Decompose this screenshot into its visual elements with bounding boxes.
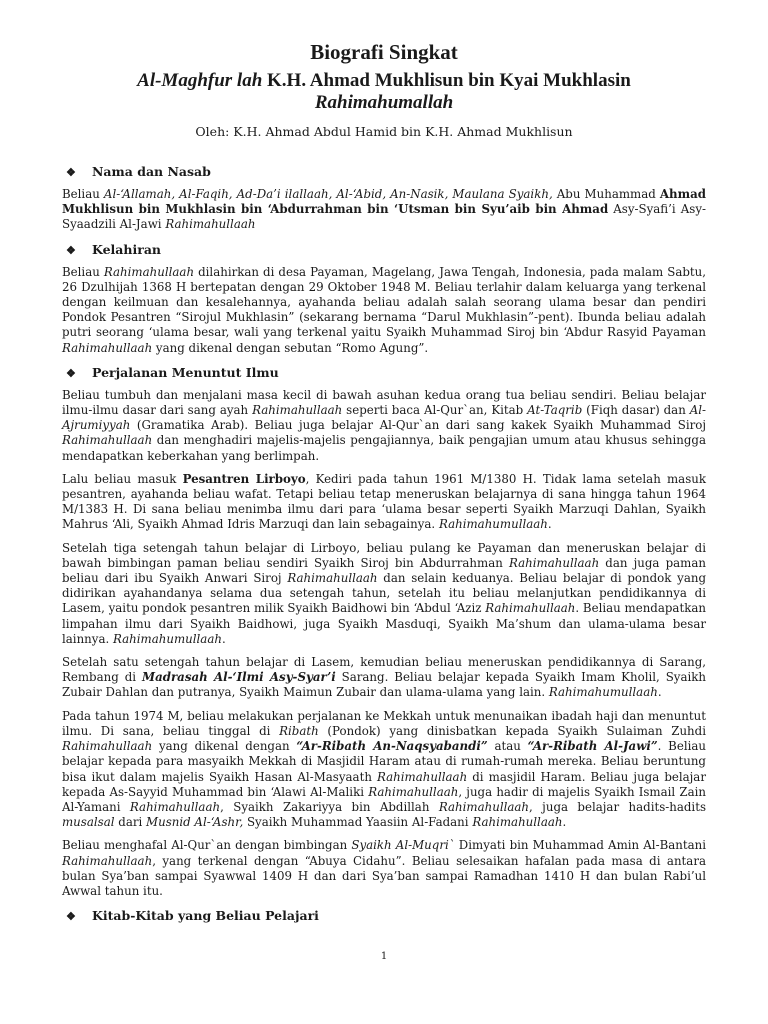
text-run: dari [114, 815, 147, 830]
text-run-italic: Rahimahullaah [438, 799, 530, 814]
text-run-italic: Al-‘Allamah, Al-Faqih, Ad-Da’i ilallaah, Al-‘Abid, An-Nasik, Maulana Syaikh, [103, 187, 553, 201]
paragraph-nama [62, 187, 706, 233]
text-run-italic: Rahimahullaah [62, 739, 153, 754]
text-run: Beliau menghafal Al-Qur`an dengan bimbingan [62, 838, 352, 853]
diamond-bullet-icon: ❖ [66, 243, 76, 257]
text-run-bold: Pesantren Lirboyo [182, 471, 306, 486]
text-run-italic: Al-Ajrumiyyah [62, 403, 706, 433]
text-run-italic: Rahimahullaah [62, 853, 153, 868]
heading-label: Nama dan Nasab [92, 164, 211, 179]
text-run: . [562, 815, 567, 830]
text-run: . Beliau belajar kepada para masyaikh Mekkah di Masjidil Haram atau di rumah-rumah mereka. Beliau beruntung bisa ikut dalam majelis Syaikh Hasan Al-Masyaath [62, 739, 707, 784]
text-run: . [547, 517, 552, 532]
text-run-bold-italic: Madrasah Al-‘Ilmi Asy-Syar’i [142, 670, 336, 685]
paragraph-kelahiran [62, 265, 706, 356]
text-run: . Beliau mendapatkan limpahan ilmu dari Syaikh Baidhowi, juga Syaikh Masduqi, Syaikh Ma’shum dan ulama-ulama besar lainnya. [62, 601, 706, 646]
paragraph-perjalanan-6 [62, 838, 706, 899]
heading-label: Perjalanan Menuntut Ilmu [92, 364, 279, 380]
text-run: yang dikenal dengan [152, 739, 297, 754]
subtitle-italic-prefix: Al-Maghfur lah [137, 70, 263, 91]
text-run: , Syaikh Zakariyya bin Abdillah [220, 799, 439, 814]
text-run-italic: Rahimahullaah [103, 264, 195, 279]
text-run: Setelah satu setengah tahun belajar di Lasem, kemudian beliau meneruskan pendidikannya di Sarang, Rembang di [62, 655, 706, 685]
text-run: Beliau [62, 187, 104, 201]
document-title: Biografi Singkat [310, 40, 458, 64]
text-run: Asy-Syafi’i Asy-Syaadzili Al-Jawi [62, 202, 706, 232]
text-run-italic: Rahimahullaah [508, 555, 600, 570]
text-run-italic: Rahimahullaah [129, 799, 221, 814]
text-run-italic: Rahimahullaah [472, 815, 563, 830]
text-run: dan juga paman beliau dari ibu Syaikh Anwari Siroj [62, 555, 706, 586]
text-run: Sarang. Beliau belajar kepada Syaikh Imam Kholil, Syaikh Zubair Dahlan dan putranya, Syaikh Maimun Zubair dan ulama-ulama yang lain. [62, 670, 707, 700]
document-subtitle [62, 70, 706, 114]
text-run: (Fiqh dasar) dan [582, 403, 690, 418]
subtitle-name: K.H. Ahmad Mukhlisun bin Kyai Mukhlasin [262, 70, 631, 91]
text-run: yang dikenal dengan sebutan “Romo Agung”. [152, 340, 429, 355]
text-run: (Pondok) yang dinisbatkan kepada Syaikh Sulaiman Zuhdi [318, 723, 706, 738]
text-run: . [221, 631, 226, 646]
text-run-italic: Rahimahullaah [368, 784, 459, 799]
text-run: (Gramatika Arab). Beliau juga belajar Al-Qur`an dari sang kakek Syaikh Muhammad Siroj [130, 418, 706, 433]
text-run-italic: Rahimahullaah [377, 769, 468, 784]
section-heading-perjalanan [62, 364, 706, 382]
text-run: atau [487, 739, 528, 754]
text-run: Beliau tumbuh dan menjalani masa kecil di bawah asuhan kedua orang tua beliau sendiri. Beliau belajar ilmu-ilmu dasar dari sang ayah [62, 387, 706, 418]
text-run: dan selain keduanya. Beliau belajar di pondok yang didirikan ayahandanya selama dua setengah tahun, setelah itu beliau melanjutkan pendidikannya di Lasem, yaitu pondok pesantren milik Syaikh Baidhowi bin ‘Abdul ‘Aziz [62, 571, 706, 616]
page-number: 1 [380, 951, 388, 962]
text-run: Setelah tiga setengah tahun belajar di Lirboyo, beliau pulang ke Payaman dan meneruskan belajar di bawah bimbingan paman beliau sendiri Syaikh Siroj bin Abdurrahman [62, 540, 706, 570]
text-run-italic: Syaikh Al-Muqri` [351, 838, 455, 853]
section-heading-kitab [62, 907, 706, 925]
diamond-bullet-icon: ❖ [66, 910, 76, 924]
paragraph-perjalanan-3 [62, 541, 706, 647]
text-run-bold: Ahmad Mukhlisun bin Mukhlasin bin ‘Abdurrahman bin ‘Utsman bin Syu’aib bin Ahmad [62, 187, 707, 217]
text-run-italic: musalsal [62, 815, 115, 830]
text-run-italic: Rahimahullaah [165, 217, 256, 232]
subtitle-line2: Rahimahumallah [314, 92, 454, 113]
paragraph-perjalanan-4 [62, 655, 706, 701]
text-run: , Kediri pada tahun 1961 M/1380 H. Tidak lama setelah masuk pesantren, ayahanda beliau wafat. Tetapi beliau tetap meneruskan belajarnya di sana hingga tahun 1964 M/1383 H. Di sana beliau menimba ilmu dari para ‘ulama besar seperti Syaikh Marzuqi Dahlan, Syaikh Mahrus ‘Ali, Syaikh Ahmad Idris Marzuqi dan lain sebagainya. [62, 471, 707, 532]
text-run: dan menghadiri majelis-majelis pengajiannya, baik pengajian umum atau khusus sehingga mendapatkan keberkahan yang berlimpah. [62, 433, 706, 463]
text-run: Syaikh Muhammad Yaasiin Al-Fadani [243, 815, 473, 830]
text-run: Dimyati bin Muhammad Amin Al-Bantani [454, 838, 707, 853]
text-run: dilahirkan di desa Payaman, Magelang, Jawa Tengah, Indonesia, pada malam Sabtu, 26 Dzulhijah 1368 H bertepatan dengan 29 Oktober 1948 M. Beliau terlahir dalam keluarga yang terkenal dengan keilmuan dan kesalehannya, ayahanda beliau adalah salah seorang ulama besar dan pendiri Pondok Pesantren “Sirojul Mukhlasin” (sekarang bernama “Darul Mukhlasin”-pent). Ibunda beliau adalah putri seorang ‘ulama besar, wali yang terkenal yaitu Syaikh Muhammad Siroj bin ‘Abdur Rasyid Payaman [62, 264, 707, 340]
text-run-italic: Rahimahumullaah [438, 517, 548, 532]
text-run-italic: Rahimahullaah [62, 433, 153, 448]
text-run: seperti baca Al-Qur`an, Kitab [342, 403, 528, 418]
text-run: , yang terkenal dengan “Abuya Cidahu”. Beliau selesaikan hafalan pada masa di antara bulan Sya’ban sampai Syawwal 1409 H dan dari Sya’ban sampai Ramadhan 1410 H dan bulan Rabi’ul Awwal tahun itu. [62, 853, 706, 898]
text-run: , juga hadir di majelis Syaikh Ismail Zain Al-Yamani [62, 784, 706, 814]
text-run-italic: Rahimahullaah [62, 340, 153, 355]
section-heading-kelahiran [62, 241, 706, 259]
text-run: di masjidil Haram. Beliau juga belajar kepada As-Sayyid Muhammad bin ‘Alawi Al-Maliki [62, 769, 706, 799]
paragraph-perjalanan-2 [62, 472, 706, 533]
paragraph-perjalanan-1 [62, 388, 706, 464]
diamond-bullet-icon: ❖ [66, 166, 76, 179]
text-run-italic: Rahimahullaah [287, 571, 378, 586]
author-line: Oleh: K.H. Ahmad Abdul Hamid bin K.H. Ahmad Mukhlisun [195, 124, 573, 139]
text-run: , juga belajar hadits-hadits [529, 799, 706, 814]
text-run: Beliau [62, 264, 104, 279]
text-run: Lalu beliau masuk [62, 471, 183, 486]
heading-label: Kelahiran [92, 241, 162, 257]
paragraph-perjalanan-5 [62, 709, 706, 831]
text-run-italic: At-Taqrib [527, 403, 583, 418]
text-run-italic: Rahimahumullaah [548, 685, 658, 700]
heading-label: Kitab-Kitab yang Beliau Pelajari [92, 908, 319, 924]
text-run-italic: Rahimahullaah [252, 403, 343, 418]
text-run: Pada tahun 1974 M, beliau melakukan perjalanan ke Mekkah untuk menunaikan ibadah haji dan menuntut ilmu. Di sana, beliau tinggal di [62, 708, 706, 738]
text-run-italic: Rahimahullaah [485, 601, 576, 616]
text-run-bold-italic: “Ar-Ribath Al-Jawi” [527, 739, 658, 754]
section-heading-nama [62, 163, 706, 181]
text-run-italic: Musnid Al-‘Ashr, [146, 815, 244, 830]
text-run-bold-italic: “Ar-Ribath An-Naqsyabandi” [296, 739, 488, 754]
diamond-bullet-icon: ❖ [66, 366, 76, 380]
text-run: . [657, 685, 662, 700]
text-run-italic: Rahimahumullaah [112, 631, 222, 646]
text-run: Abu Muhammad [552, 187, 660, 201]
text-run-italic: Ribath [279, 723, 319, 738]
